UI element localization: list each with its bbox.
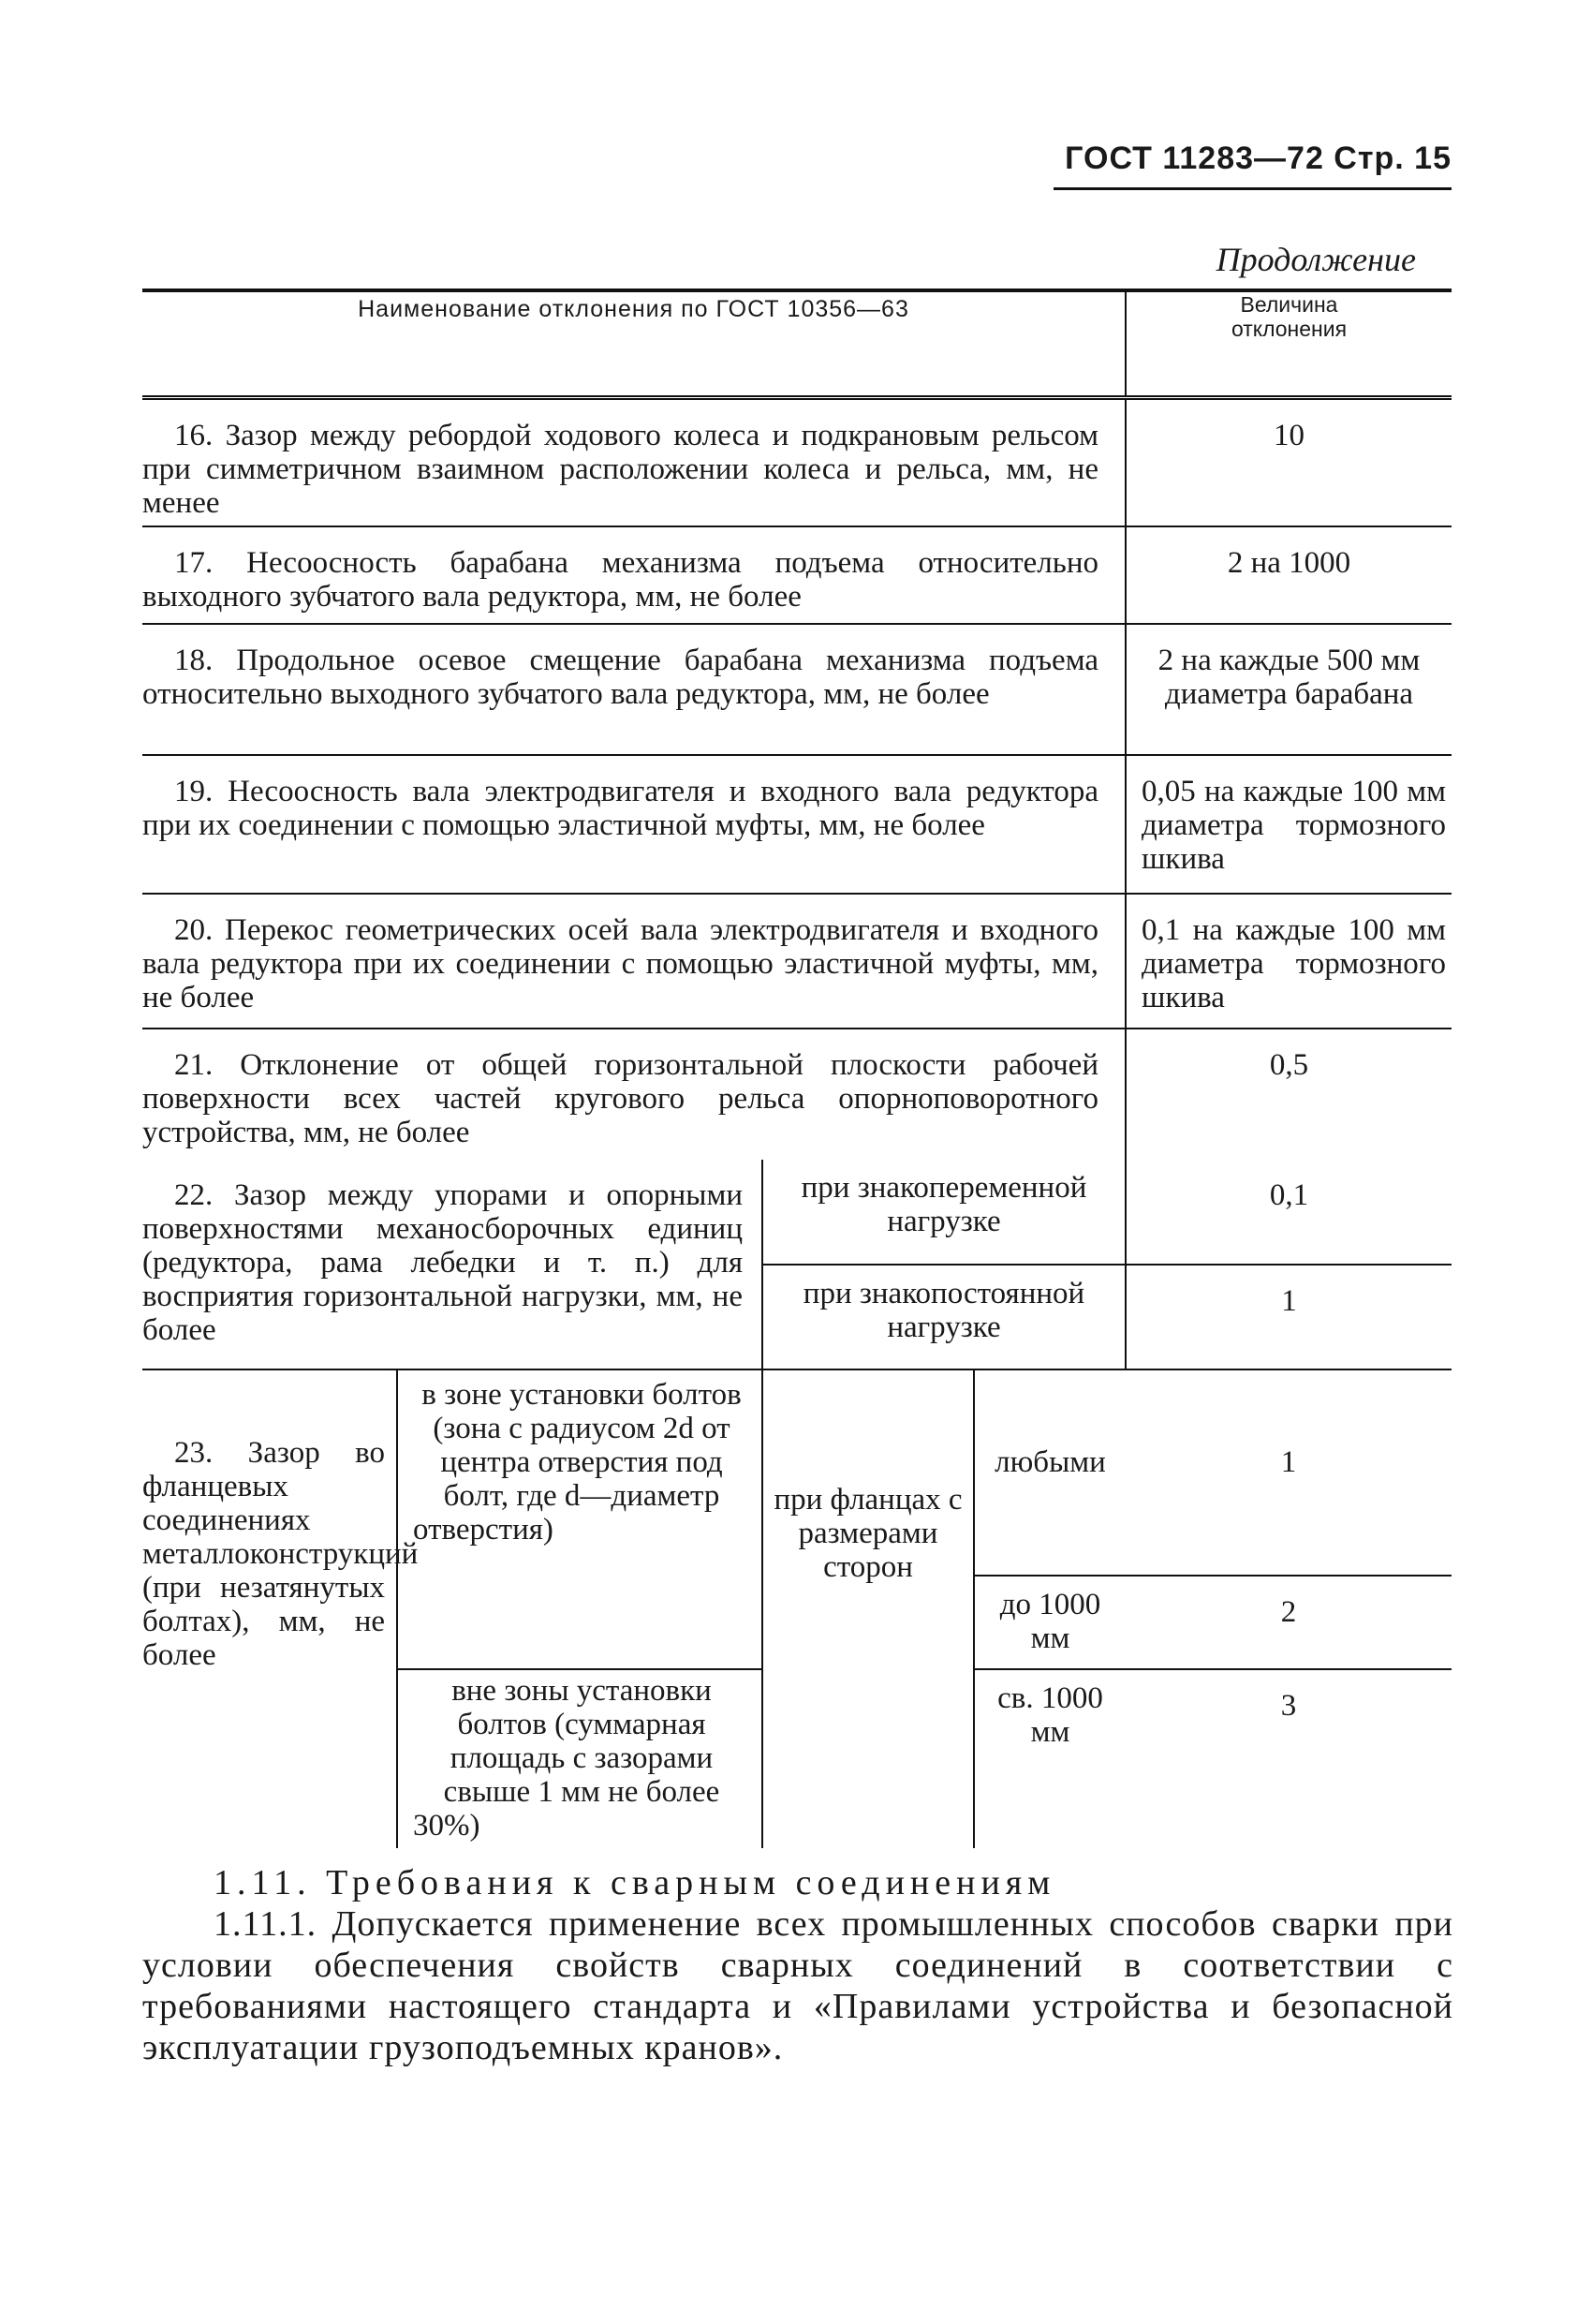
table-row [142, 755, 1452, 894]
condition-constant-load: при знакопостоянной нагрузке [762, 1265, 1126, 1369]
flange-size-over-1000: св. 1000 мм [974, 1669, 1126, 1848]
deviation-value: 1 [1126, 1265, 1452, 1369]
deviation-value: 2 на 1000 [1126, 526, 1452, 624]
deviation-name: 22. Зазор между упорами и опорными поверхностями механосборочных единиц (редуктора, рама лебедки и т. п.) для восприятия горизонтальной нагрузки, мм, не более [142, 1160, 762, 1369]
deviation-name: 20. Перекос геометрических осей вала электродвигателя и входного вала редуктора при их соединении с помощью эластичной муфты, мм, не более [142, 894, 1126, 1029]
deviation-value: 0,5 [1126, 1029, 1452, 1160]
section-title: 1.11. Требования к сварным соединениям [214, 1863, 1056, 1902]
header-rule [1054, 187, 1452, 190]
deviation-name: 18. Продольное осевое смещение барабана механизма подъема относительно выходного зубчатого вала редуктора, мм, не более [142, 624, 1126, 755]
deviation-name: 19. Несоосность вала электродвигателя и входного вала редуктора при их соединении с помощью эластичной муфты, мм, не более [142, 755, 1126, 894]
column-header-name: Наименование отклонения по ГОСТ 10356—63 [142, 290, 1126, 398]
column-header-value-line2: отклонения [1231, 317, 1348, 341]
table-header [142, 290, 1452, 398]
page-header: ГОСТ 11283—72 Стр. 15 [1065, 141, 1452, 176]
deviation-name: 23. Зазор во фланцевых соединениях металлоконструкций (при незатянутых болтах), мм, не более [142, 1436, 419, 1672]
table-row [142, 526, 1452, 624]
column-header-value-line1: Величина [1240, 292, 1338, 317]
deviation-value: 3 [1280, 1689, 1297, 1723]
deviation-name: 16. Зазор между ребордой ходового колеса и подкрановым рельсом при симметричном взаимном расположении колеса и рельса, мм, не менее [142, 398, 1126, 527]
section-paragraph: 1.11.1. Допускается применение всех промышленных способов сварки при условии обеспечения свойств сварных соединений в соответствии с требованиями настоящего стандарта и «Правилами устройства и безопасной эксплуатации грузоподъемных кранов». [142, 1904, 1453, 2067]
flange-size-upto-1000: до 1000 мм [974, 1576, 1126, 1669]
deviation-value: 0,1 [1126, 1160, 1452, 1265]
deviation-value: 2 [1126, 1576, 1452, 1669]
deviation-name: 21. Отклонение от общей горизонтальной плоскости рабочей поверхности всех частей кругового рельса опорноповоротного устройства, мм, не более [142, 1048, 1098, 1149]
table-row [142, 1029, 1452, 1160]
deviation-table [142, 289, 1452, 1848]
continuation-label: Продолжение [1216, 241, 1416, 278]
zone-outside-bolts: вне зоны установки болтов (суммарная площадь с зазорами свыше 1 мм не более 30%) [397, 1669, 762, 1848]
table-row [142, 624, 1452, 755]
table-row [142, 894, 1452, 1029]
deviation-value: 0,05 на каждые 100 мм диаметра тормозного шкива [1126, 755, 1452, 894]
flange-size-label: при фланцах с размерами сторон [762, 1369, 974, 1848]
column-header-value [1126, 290, 1452, 398]
deviation-name: 17. Несоосность барабана механизма подъема относительно выходного зубчатого вала редуктора, мм, не более [142, 526, 1126, 624]
welding-section [142, 1862, 1453, 2068]
deviation-value: 10 [1126, 398, 1452, 527]
table-row [142, 398, 1452, 527]
flange-size-any: любыми [974, 1369, 1126, 1576]
table-row-23a [142, 1369, 1452, 1576]
table-row-22a [142, 1160, 1452, 1265]
zone-bolt-area: в зоне установки болтов (зона с радиусом 2d от центра отверстия под болт, где d—диаметр отверстия) [397, 1369, 762, 1669]
deviation-value: 1 [1126, 1369, 1452, 1576]
deviation-value: 2 на каждые 500 мм диаметра барабана [1126, 624, 1452, 755]
deviation-value: 0,1 на каждые 100 мм диаметра тормозного шкива [1126, 894, 1452, 1029]
condition-alternating-load: при знакопеременной нагрузке [762, 1160, 1126, 1265]
